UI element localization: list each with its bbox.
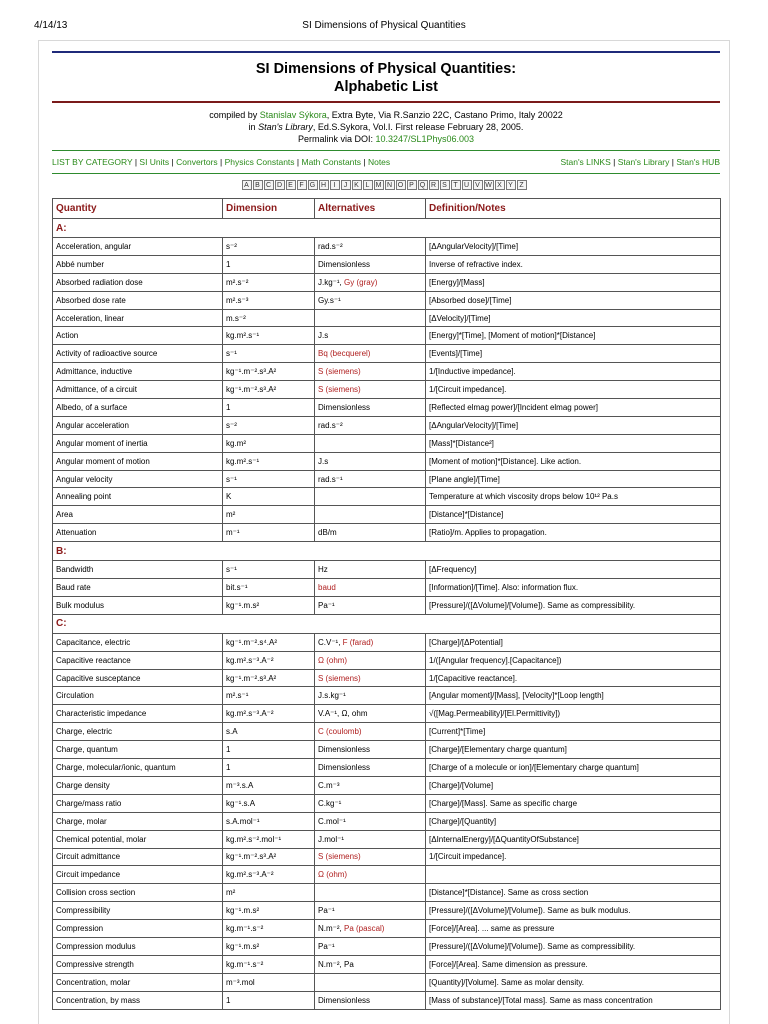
definition-cell: [Information]/[Time]. Also: information flux. [426,579,721,597]
table-row [53,920,721,938]
quantity-cell: Bandwidth [53,561,223,579]
section-row [53,542,721,561]
dimension-cell: s⁻¹ [223,345,315,363]
dimension-cell: m⁻³.s.A [223,776,315,794]
table-row [53,561,721,579]
table-row [53,973,721,991]
quantity-cell: Angular moment of inertia [53,434,223,452]
nav-separator: | [217,157,225,167]
letter-link-a[interactable]: A [242,180,252,190]
table-row [53,506,721,524]
definition-cell: [Charge]/[Quantity] [426,812,721,830]
alternatives-cell [315,723,426,741]
credits-text: compiled by [209,110,260,120]
quantity-cell: Characteristic impedance [53,705,223,723]
letter-link-u[interactable]: U [462,180,472,190]
definition-cell: 1/[Circuit impedance]. [426,848,721,866]
alternatives-cell: J.s [315,452,426,470]
definition-cell: [Events]/[Time] [426,345,721,363]
letter-link-j[interactable]: J [341,180,351,190]
quantity-cell: Albedo, of a surface [53,399,223,417]
letter-link-e[interactable]: E [286,180,296,190]
quantity-cell: Compressibility [53,902,223,920]
letter-link-n[interactable]: N [385,180,395,190]
dimension-cell: K [223,488,315,506]
definition-cell: [Pressure]/([ΔVolume]/[Volume]). Same as compressibility. [426,596,721,614]
col-definition-header: Definition/Notes [426,199,721,219]
quantity-cell: Circulation [53,687,223,705]
quantity-cell: Chemical potential, molar [53,830,223,848]
nav-link-list-by-category[interactable]: LIST BY CATEGORY [52,157,133,167]
alternatives-cell: C.m⁻³ [315,776,426,794]
alternatives-cell: C.mol⁻¹ [315,812,426,830]
dimension-cell: kg.m².s⁻³.A⁻² [223,705,315,723]
title-line-2: Alphabetic List [334,79,438,95]
quantity-cell: Charge/mass ratio [53,794,223,812]
alternatives-cell: N.m⁻², Pa (pascal) [315,920,426,938]
quantity-cell: Charge, molecular/ionic, quantum [53,759,223,777]
col-quantity-header: Quantity [53,199,223,219]
nav-link-stan-s-hub[interactable]: Stan's HUB [676,157,720,167]
definition-cell: 1/[Capacitive reactance]. [426,669,721,687]
print-header [0,0,768,40]
table-row [53,830,721,848]
section-letter: C: [53,614,721,633]
alternatives-cell [315,651,426,669]
page-title [52,60,720,96]
dimension-cell: m⁻¹ [223,524,315,542]
table-row [53,452,721,470]
dimension-cell: s.A [223,723,315,741]
alternatives-cell: Dimensionless [315,399,426,417]
letter-link-g[interactable]: G [308,180,318,190]
alternatives-cell [315,381,426,399]
dimension-cell: kg⁻¹.m.s² [223,596,315,614]
dimension-cell: 1 [223,255,315,273]
definition-cell: [Current]*[Time] [426,723,721,741]
alternatives-cell: rad.s⁻² [315,238,426,256]
quantity-cell: Acceleration, angular [53,238,223,256]
quantity-cell: Admittance, of a circuit [53,381,223,399]
nav-separator: | [610,157,618,167]
unit-link[interactable]: Bq (becquerel) [318,349,371,359]
alternatives-cell [315,345,426,363]
dimension-cell: s.A.mol⁻¹ [223,812,315,830]
table-row [53,363,721,381]
dimension-cell: kg⁻¹.m.s² [223,937,315,955]
unit-link[interactable]: S (siemens) [318,385,361,395]
alternatives-cell: J.s.kg⁻¹ [315,687,426,705]
quantities-table [52,198,721,1010]
quantity-cell: Capacitive reactance [53,651,223,669]
nav-link-stan-s-library[interactable]: Stan's Library [617,157,670,167]
definition-cell: Inverse of refractive index. [426,255,721,273]
title-rule [52,101,720,103]
table-row [53,579,721,597]
unit-link[interactable]: C (coulomb) [318,727,362,737]
definition-cell: [Quantity]/[Volume]. Same as molar density. [426,973,721,991]
print-date: 4/14/13 [34,20,68,31]
quantity-cell: Activity of radioactive source [53,345,223,363]
quantity-cell: Capacitance, electric [53,633,223,651]
dimension-cell: kg.m².s⁻¹ [223,327,315,345]
alternatives-cell [315,866,426,884]
definition-cell: [Energy]*[Time], [Moment of motion]*[Distance] [426,327,721,345]
definition-cell: [ΔVelocity]/[Time] [426,309,721,327]
quantity-cell: Action [53,327,223,345]
nav-link-notes[interactable]: Notes [367,157,391,167]
nav-link-math-constants[interactable]: Math Constants [301,157,362,167]
quantity-cell: Compression modulus [53,937,223,955]
nav-link-si-units[interactable]: SI Units [139,157,170,167]
definition-cell: [ΔAngularVelocity]/[Time] [426,238,721,256]
letter-link-x[interactable]: X [495,180,505,190]
top-rule [52,51,720,53]
definition-cell: [Force]/[Area]. ... same as pressure [426,920,721,938]
letter-link-t[interactable]: T [451,180,461,190]
dimension-cell: kg.m².s⁻².mol⁻¹ [223,830,315,848]
definition-cell: [Energy]/[Mass] [426,273,721,291]
table-row [53,866,721,884]
dimension-cell: 1 [223,991,315,1009]
letter-link-f[interactable]: F [297,180,307,190]
quantity-cell: Angular acceleration [53,416,223,434]
dimension-cell: kg⁻¹.m⁻².s³.A² [223,363,315,381]
author-link[interactable]: Stanislav Sýkora [259,110,327,120]
nav-left [52,157,390,167]
letter-link-l[interactable]: L [363,180,373,190]
quantity-cell: Admittance, inductive [53,363,223,381]
dimension-cell: m².s⁻¹ [223,687,315,705]
alternatives-cell: Dimensionless [315,255,426,273]
table-row [53,812,721,830]
dimension-cell: s⁻¹ [223,470,315,488]
alternatives-cell [315,579,426,597]
alternatives-cell: C.kg⁻¹ [315,794,426,812]
alternatives-cell [315,309,426,327]
table-row [53,596,721,614]
quantity-cell: Concentration, molar [53,973,223,991]
dimension-cell: kg⁻¹.m⁻².s⁴.A² [223,633,315,651]
alternatives-cell: Pa⁻¹ [315,596,426,614]
quantity-cell: Concentration, by mass [53,991,223,1009]
dimension-cell: s⁻¹ [223,561,315,579]
dimension-cell: 1 [223,759,315,777]
definition-cell: [Plane angle]/[Time] [426,470,721,488]
nav-separator: | [294,157,302,167]
nav-link-stan-s-links[interactable]: Stan's LINKS [560,157,611,167]
definition-cell: [Mass]*[Distance²] [426,434,721,452]
letter-link-d[interactable]: D [275,180,285,190]
table-row [53,327,721,345]
unit-link[interactable]: Ω (ohm) [318,655,348,665]
letter-link-c[interactable]: C [264,180,274,190]
credits [52,109,720,145]
table-row [53,238,721,256]
table-row [53,902,721,920]
alternatives-cell: Dimensionless [315,759,426,777]
alternatives-cell [315,669,426,687]
alphabet-index [0,180,768,190]
dimension-cell: m².s⁻³ [223,291,315,309]
table-row [53,955,721,973]
alternatives-cell: Gy.s⁻¹ [315,291,426,309]
alternatives-cell: J.mol⁻¹ [315,830,426,848]
table-row [53,309,721,327]
definition-cell: 1/[Circuit impedance]. [426,381,721,399]
letter-link-m[interactable]: M [374,180,384,190]
alternatives-cell [315,434,426,452]
permalink-label: Permalink via DOI: [297,134,376,144]
quantity-cell: Annealing point [53,488,223,506]
definition-cell: [ΔInternalEnergy]/[ΔQuantityOfSubstance] [426,830,721,848]
credits-address: , Extra Byte, Via R.Sanzio 22C, Castano Primo, Italy 20022 [326,110,563,120]
quantity-cell: Circuit admittance [53,848,223,866]
alternatives-cell: J.s [315,327,426,345]
section-row [53,219,721,238]
dimension-cell: kg.m² [223,434,315,452]
table-row [53,741,721,759]
letter-link-h[interactable]: H [319,180,329,190]
letter-link-v[interactable]: V [473,180,483,190]
table-row [53,255,721,273]
nav-rule-top [52,150,720,151]
quantity-cell: Attenuation [53,524,223,542]
definition-cell: [Pressure]/([ΔVolume]/[Volume]). Same as compressibility. [426,937,721,955]
dimension-cell: m².s⁻² [223,273,315,291]
definition-cell: √([Mag.Permeability]/[El.Permittivity]) [426,705,721,723]
quantity-cell: Charge, quantum [53,741,223,759]
dimension-cell: m⁻³.mol [223,973,315,991]
table-row [53,416,721,434]
table-row [53,524,721,542]
alternatives-cell: V.A⁻¹, Ω, ohm [315,705,426,723]
unit-link[interactable]: F (farad) [342,637,374,647]
quantity-cell: Collision cross section [53,884,223,902]
letter-link-k[interactable]: K [352,180,362,190]
section-row [53,614,721,633]
table-row [53,399,721,417]
credits-release: , Ed.S.Sykora, Vol.I. First release February 28, 2005. [312,122,524,132]
alternatives-cell: rad.s⁻² [315,416,426,434]
section-letter: A: [53,219,721,238]
table-row [53,345,721,363]
dimension-cell: m.s⁻² [223,309,315,327]
quantity-cell: Compressive strength [53,955,223,973]
nav-rule-bottom [52,173,720,174]
letter-link-z[interactable]: Z [517,180,527,190]
col-dimension-header: Dimension [223,199,315,219]
definition-cell [426,866,721,884]
doi-link[interactable]: 10.3247/SL1Phys06.003 [375,134,475,144]
unit-link[interactable]: Ω (ohm) [318,870,348,880]
alternatives-cell: Dimensionless [315,991,426,1009]
table-row [53,669,721,687]
table-row [53,291,721,309]
definition-cell: [Mass of substance]/[Total mass]. Same as mass concentration [426,991,721,1009]
unit-link[interactable]: Gy (gray) [344,277,378,287]
definition-cell: 1/[Inductive impedance]. [426,363,721,381]
alternatives-cell [315,848,426,866]
table-row [53,759,721,777]
table-row [53,723,721,741]
quantity-cell: Abbé number [53,255,223,273]
table-row [53,991,721,1009]
alternatives-cell: Dimensionless [315,741,426,759]
dimension-cell: kg.m².s⁻³.A⁻² [223,651,315,669]
definition-cell: [Angular moment]/[Mass], [Velocity]*[Loop length] [426,687,721,705]
table-row [53,651,721,669]
print-title: SI Dimensions of Physical Quantities [302,20,466,31]
definition-cell: [Charge]/[Mass]. Same as specific charge [426,794,721,812]
dimension-cell: kg⁻¹.m.s² [223,902,315,920]
dimension-cell: 1 [223,741,315,759]
dimension-cell: kg⁻¹.m⁻².s³.A² [223,669,315,687]
unit-link[interactable]: baud [318,582,336,592]
nav-separator: | [169,157,177,167]
definition-cell: [Force]/[Area]. Same dimension as pressure. [426,955,721,973]
letter-link-o[interactable]: O [396,180,406,190]
table-row [53,884,721,902]
alternatives-cell: dB/m [315,524,426,542]
definition-cell: [Absorbed dose]/[Time] [426,291,721,309]
table-row [53,705,721,723]
definition-cell: [Reflected elmag power]/[Incident elmag power] [426,399,721,417]
definition-cell: [Charge]/[Elementary charge quantum] [426,741,721,759]
nav-separator: | [669,157,677,167]
letter-link-y[interactable]: Y [506,180,516,190]
unit-link[interactable]: S (siemens) [318,367,361,377]
letter-link-i[interactable]: I [330,180,340,190]
unit-link[interactable]: Pa (pascal) [344,924,385,933]
definition-cell: [ΔFrequency] [426,561,721,579]
dimension-cell: m² [223,506,315,524]
quantity-cell: Baud rate [53,579,223,597]
quantity-cell: Area [53,506,223,524]
dimension-cell: bit.s⁻¹ [223,579,315,597]
alternatives-cell [315,884,426,902]
definition-cell: [ΔAngularVelocity]/[Time] [426,416,721,434]
dimension-cell: kg.m⁻¹.s⁻² [223,920,315,938]
definition-cell: [Ratio]/m. Applies to propagation. [426,524,721,542]
letter-link-p[interactable]: P [407,180,417,190]
letter-link-q[interactable]: Q [418,180,428,190]
alternatives-cell: Pa⁻¹ [315,937,426,955]
unit-link[interactable]: S (siemens) [318,673,361,683]
definition-cell: Temperature at which viscosity drops below 10¹² Pa.s [426,488,721,506]
alternatives-cell: Hz [315,561,426,579]
dimension-cell: kg⁻¹.m⁻².s³.A² [223,381,315,399]
definition-cell: [Charge of a molecule or ion]/[Elementary charge quantum] [426,759,721,777]
nav-right [560,157,720,167]
table-row [53,470,721,488]
table-row [53,937,721,955]
letter-link-s[interactable]: S [440,180,450,190]
table-row [53,633,721,651]
alternatives-cell: J.kg⁻¹, Gy (gray) [315,273,426,291]
quantity-cell: Bulk modulus [53,596,223,614]
table-row [53,848,721,866]
section-letter: B: [53,542,721,561]
col-alternatives-header: Alternatives [315,199,426,219]
credits-text: in [248,122,259,132]
dimension-cell: kg⁻¹.s.A [223,794,315,812]
definition-cell: 1/([Angular frequency].[Capacitance]) [426,651,721,669]
dimension-cell: kg.m⁻¹.s⁻² [223,955,315,973]
alternatives-cell [315,973,426,991]
table-row [53,434,721,452]
definition-cell: [Distance]*[Distance] [426,506,721,524]
table-row [53,687,721,705]
alternatives-cell [315,488,426,506]
alternatives-cell: C.V⁻¹, F (farad) [315,633,426,651]
definition-cell: [Distance]*[Distance]. Same as cross section [426,884,721,902]
alternatives-cell [315,506,426,524]
letter-link-r[interactable]: R [429,180,439,190]
quantity-cell: Circuit impedance [53,866,223,884]
quantity-cell: Compression [53,920,223,938]
quantity-cell: Angular moment of motion [53,452,223,470]
letter-link-b[interactable]: B [253,180,263,190]
quantity-cell: Capacitive susceptance [53,669,223,687]
library-name: Stan's Library [258,122,313,132]
definition-cell: [Moment of motion]*[Distance]. Like action. [426,452,721,470]
quantity-cell: Absorbed dose rate [53,291,223,309]
dimension-cell: kg.m².s⁻³.A⁻² [223,866,315,884]
quantity-cell: Acceleration, linear [53,309,223,327]
nav-link-convertors[interactable]: Convertors [176,157,218,167]
dimension-cell: s⁻² [223,238,315,256]
table-row [53,381,721,399]
nav-link-physics-constants[interactable]: Physics Constants [224,157,295,167]
dimension-cell: 1 [223,399,315,417]
table-header-row [53,199,721,219]
definition-cell: [Charge]/[Volume] [426,776,721,794]
quantity-cell: Charge density [53,776,223,794]
quantity-cell: Angular velocity [53,470,223,488]
table-row [53,776,721,794]
dimension-cell: kg⁻¹.m⁻².s³.A² [223,848,315,866]
letter-link-w[interactable]: W [485,182,492,189]
nav-separator: | [132,157,140,167]
alternatives-cell: N.m⁻², Pa [315,955,426,973]
dimension-cell: kg.m².s⁻¹ [223,452,315,470]
dimension-cell: s⁻² [223,416,315,434]
title-line-1: SI Dimensions of Physical Quantities: [255,61,517,77]
alternatives-cell: Pa⁻¹ [315,902,426,920]
quantity-cell: Absorbed radiation dose [53,273,223,291]
table-row [53,488,721,506]
table-row [53,273,721,291]
unit-link[interactable]: S (siemens) [318,852,361,862]
quantity-cell: Charge, electric [53,723,223,741]
nav-separator: | [361,157,368,167]
alternatives-cell: rad.s⁻¹ [315,470,426,488]
alternatives-cell [315,363,426,381]
definition-cell: [Charge]/[ΔPotential] [426,633,721,651]
table-row [53,794,721,812]
definition-cell: [Pressure]/([ΔVolume]/[Volume]). Same as bulk modulus. [426,902,721,920]
dimension-cell: m² [223,884,315,902]
quantity-cell: Charge, molar [53,812,223,830]
